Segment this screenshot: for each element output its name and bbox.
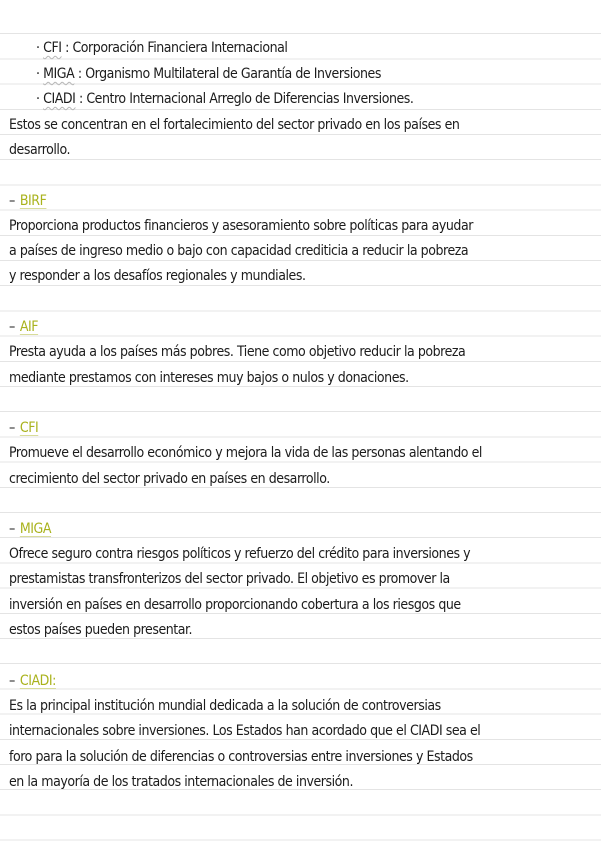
section-line: internacionales sobre inversiones. Los Estados han acordado que el CIADI sea el <box>9 723 481 739</box>
section-line: foro para la solución de diferencias o controversias entre inversiones y Estados <box>9 749 473 765</box>
section-line: a países de ingreso medio o bajo con capacidad crediticia a reducir la pobreza <box>9 243 469 259</box>
section-line: inversión en países en desarrollo proporcionando cobertura a los riesgos que <box>9 597 461 613</box>
section-heading-aif <box>9 315 597 340</box>
section-line: Presta ayuda a los países más pobres. Tiene como objetivo reducir la pobreza <box>9 344 466 360</box>
intro-line: Estos se concentran en el fortalecimiento del sector privado en los países en <box>9 117 460 133</box>
section-line: Ofrece seguro contra riesgos políticos y refuerzo del crédito para inversiones y <box>9 546 471 562</box>
section-line: Es la principal institución mundial dedicada a la solución de controversias <box>9 698 441 714</box>
section-heading-birf <box>9 189 597 214</box>
heading-dash: – <box>9 420 15 436</box>
heading-name: CFI <box>19 420 39 436</box>
heading-dash: – <box>9 319 15 335</box>
acronym-abbr: MIGA <box>43 66 75 82</box>
heading-name: CIADI: <box>19 673 56 689</box>
heading-dash: – <box>9 193 15 209</box>
acronym-definition: : Corporación Financiera Internacional <box>65 40 288 56</box>
acronym-definition: : Organismo Multilateral de Garantía de Inversiones <box>77 66 381 82</box>
section-line: Proporciona productos financieros y asesoramiento sobre políticas para ayudar <box>9 218 473 234</box>
section-heading-cfi <box>9 416 597 441</box>
section-line: mediante prestamos con intereses muy bajos o nulos y donaciones. <box>9 370 409 386</box>
acronym-abbr: CFI <box>43 40 62 56</box>
section-line: en la mayoría de los tratados internacionales de inversión. <box>9 774 354 790</box>
section-line: crecimiento del sector privado en países en desarrollo. <box>9 471 330 487</box>
acronym-item-cfi: · CFI : Corporación Financiera Internacional <box>36 40 288 56</box>
heading-name: BIRF <box>19 193 47 209</box>
section-line: Promueve el desarrollo económico y mejora la vida de las personas alentando el <box>9 445 482 461</box>
heading-dash: – <box>9 521 15 537</box>
section-heading-ciadi <box>9 669 597 694</box>
acronym-item-miga: · MIGA : Organismo Multilateral de Garantía de Inversiones <box>36 66 381 82</box>
heading-dash: – <box>9 673 15 689</box>
heading-name: MIGA <box>19 521 52 537</box>
acronym-definition: : Centro Internacional Arreglo de Diferencias Inversiones. <box>78 91 414 107</box>
heading-name: AIF <box>19 319 39 335</box>
section-line: y responder a los desafíos regionales y mundiales. <box>9 268 306 284</box>
acronym-item-ciadi: · CIADI : Centro Internacional Arreglo de Diferencias Inversiones. <box>36 91 414 107</box>
acronym-abbr: CIADI <box>43 91 76 107</box>
intro-line: desarrollo. <box>9 142 71 158</box>
section-line: estos países pueden presentar. <box>9 622 193 638</box>
section-heading-miga <box>9 517 597 542</box>
section-line: prestamistas transfronterizos del sector privado. El objetivo es promover la <box>9 571 450 587</box>
